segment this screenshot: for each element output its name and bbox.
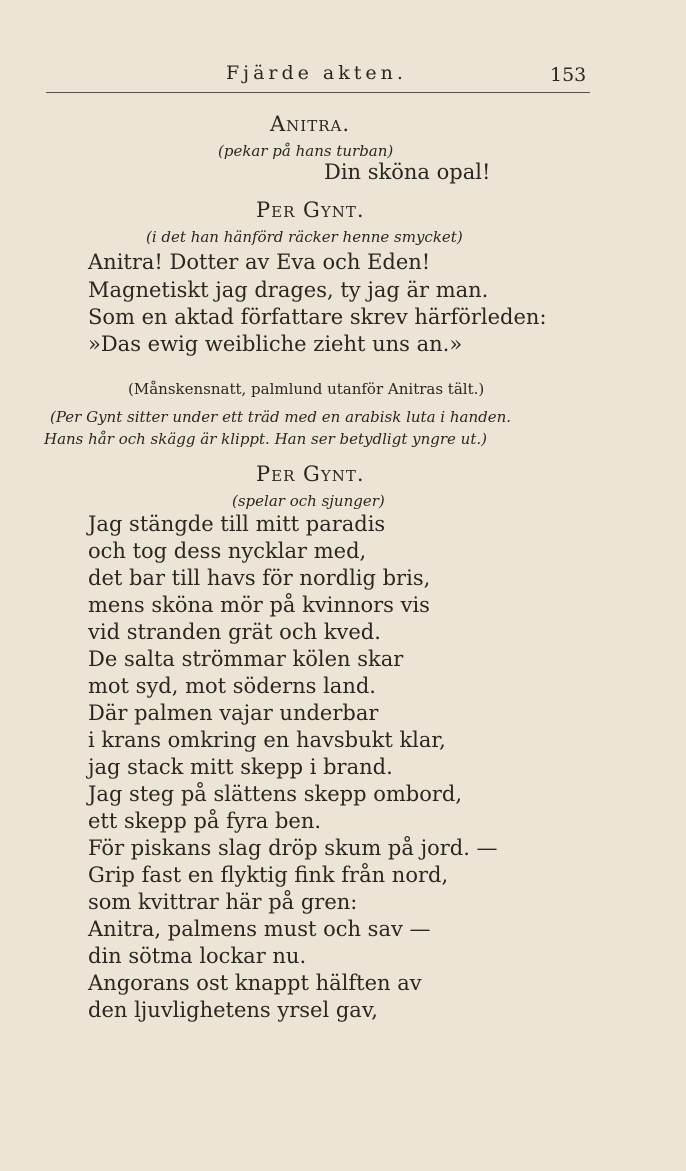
stage-direction-line: Hans hår och skägg är klippt. Han ser betydligt yngre ut.) <box>44 430 487 448</box>
speaker-per-gynt-2: Per Gynt. <box>256 462 365 486</box>
verse-line: som kvittrar här på gren: <box>88 890 358 914</box>
verse-line: mot syd, mot söderns land. <box>88 674 376 698</box>
verse-line: Jag steg på slättens skepp ombord, <box>88 782 463 806</box>
verse-line: i krans omkring en havsbukt klar, <box>88 728 446 752</box>
speaker-anitra: Anitra. <box>270 112 351 136</box>
stage-direction-per-gynt-2: (spelar och sjunger) <box>232 492 385 510</box>
verse-line: De salta strömmar kölen skar <box>88 647 404 671</box>
verse-line: Där palmen vajar underbar <box>88 701 379 725</box>
stage-direction-anitra: (pekar på hans turban) <box>218 142 394 160</box>
verse-line: Anitra, palmens must och sav — <box>88 917 431 941</box>
page-number: 153 <box>550 64 587 86</box>
stage-direction-line: (Per Gynt sitter under ett träd med en arabisk luta i handen. <box>50 408 512 426</box>
verse-line: ett skepp på fyra ben. <box>88 809 322 833</box>
verse-line: och tog dess nycklar med, <box>88 539 367 563</box>
speech-line: Magnetiskt jag drages, ty jag är man. <box>88 278 489 302</box>
header-rule <box>46 92 590 93</box>
verse-line: din sötma lockar nu. <box>88 944 307 968</box>
scene-note: (Månskensnatt, palmlund utanför Anitras tält.) <box>128 380 485 398</box>
verse-line: Grip fast en flyktig fink från nord, <box>88 863 449 887</box>
verse-line: vid stranden grät och kved. <box>88 620 381 644</box>
verse-line: Angorans ost knappt hälften av <box>88 971 422 995</box>
verse-line: Jag stängde till mitt paradis <box>88 512 386 536</box>
speech-line: Anitra! Dotter av Eva och Eden! <box>88 250 431 274</box>
verse-line: det bar till havs för nordlig bris, <box>88 566 431 590</box>
speech-line: Som en aktad författare skrev härförleden: <box>88 305 547 329</box>
verse-line: mens sköna mör på kvinnors vis <box>88 593 430 617</box>
stage-direction-per-gynt-1: (i det han hänförd räcker henne smycket) <box>146 228 463 246</box>
speech-line-anitra: Din sköna opal! <box>324 160 491 184</box>
running-header: Fjärde akten. <box>226 62 407 84</box>
verse-line: jag stack mitt skepp i brand. <box>88 755 393 779</box>
speaker-per-gynt-1: Per Gynt. <box>256 198 365 222</box>
verse-line: den ljuvlighetens yrsel gav, <box>88 998 378 1022</box>
speech-line: »Das ewig weibliche zieht uns an.» <box>88 332 463 356</box>
verse-line: För piskans slag dröp skum på jord. — <box>88 836 498 860</box>
